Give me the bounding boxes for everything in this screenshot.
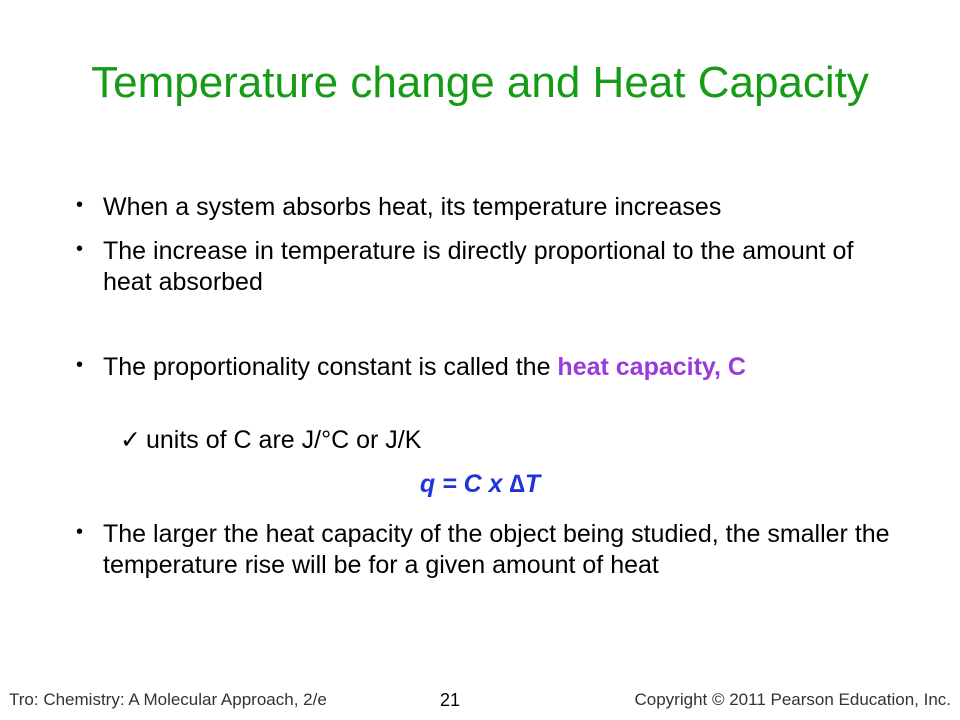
bullet-dot: • [76,194,84,216]
sub-bullet-text: units of C are J/°C or J/K [146,426,422,454]
checkmark-icon: ✓ [120,426,141,454]
footer-copyright: Copyright © 2011 Pearson Education, Inc. [634,690,951,709]
bullet-4-text: The larger the heat capacity of the object being studied, the smaller the temperature rise will be for a given amount of heat [103,520,890,579]
bullet-3-text [103,352,903,383]
bullet-dot: • [76,354,84,376]
slide-title: Temperature change and Heat Capacity [91,58,869,107]
bullet-dot: • [76,238,84,260]
bullet-2-text: The increase in temperature is directly proportional to the amount of heat absorbed [103,237,854,296]
bullet-3-lead: The proportionality constant is called the [103,353,558,381]
heat-capacity-formula: q = C x ∆T [419,470,541,498]
footer-source: Tro: Chemistry: A Molecular Approach, 2/e [9,690,327,709]
bullet-dot: • [76,521,84,543]
page-number: 21 [440,690,461,710]
bullet-1-text: When a system absorbs heat, its temperature increases [103,193,722,221]
heat-capacity-term: heat capacity, C [557,353,746,381]
